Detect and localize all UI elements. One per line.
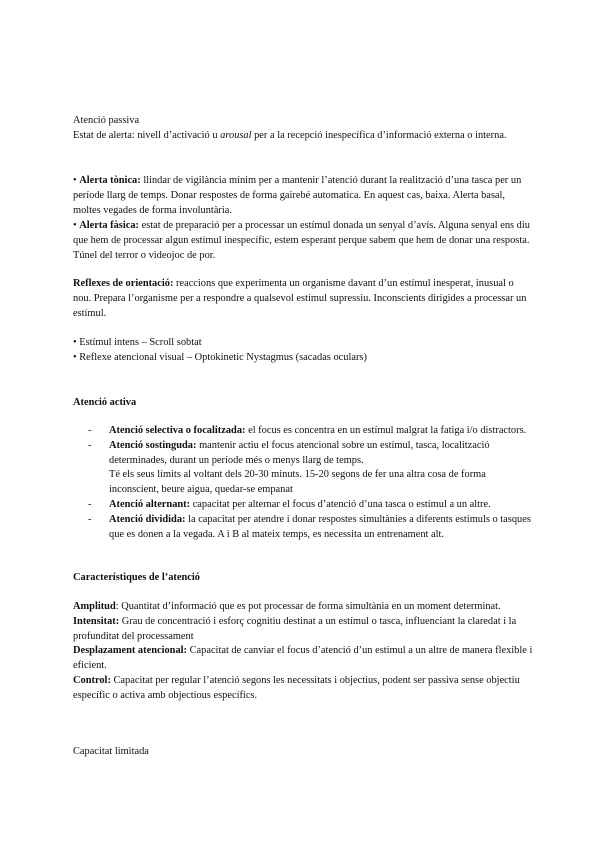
list-item-alternating: - Atenció alternant: capacitat per alternar el focus d’atenció d’una tasca o estímul a un altre. — [88, 498, 491, 510]
list-item-divided: - Atenció dividida: la capacitat per atendre i donar respostes simultànies a diferents estímuls o tasques que es donen a la vegada. A i B al mateix temps, es necessita un entrenament alt. — [88, 513, 531, 540]
characteristics-heading-block — [73, 571, 533, 586]
orientation-reflex-paragraph: Reflexes de orientació: reaccions que experimenta un organisme davant d’un estímul inesperat, inusual o nou. Prepara l’organisme per a respondre a qualsevol estímul supressiu. Inconscients dirigides a processar un estímul. — [73, 278, 527, 319]
list-item-selective: - Atenció selectiva o focalitzada: el focus es concentra en un estímul malgrat la fatiga i/o distractors. — [88, 425, 527, 436]
active-attention-heading-block — [73, 396, 533, 411]
list-item: • Estímul intens – Scroll sobtat — [73, 337, 202, 348]
characteristics-list — [73, 600, 533, 704]
list-item: • Reflexe atencional visual – Optokinetic Nystagmus (sacadas oculars) — [73, 351, 367, 363]
control-paragraph: Control: Capacitat per regular l’atenció segons les necessitats i objectius, podent ser passiva sense objectiu específic o activa amb objectious específics. — [73, 674, 520, 701]
shift-paragraph: Desplazament atencional: Capacitat de canviar el focus d’atenció d’un estímul a un altre de manera flexible i eficient. — [73, 645, 533, 672]
reflex-label: Reflexes de orientació: — [73, 278, 174, 289]
phasic-label: Alerta fàsica: — [79, 220, 139, 231]
active-attention-list — [73, 424, 533, 542]
phasic-alert-paragraph: • Alerta fàsica: estat de preparació per a processar un estímul donada un senyal d’avís. Alguna senyal ens diu que hem de processar algun estímul inespecífic, estem esperant perque sabem que hem de donar una resposta. Túnel del terror o videojoc de por. — [73, 220, 530, 261]
passive-intro: Estat de alerta: nivell d’activació u arousal per a la recepció inespecífica d’informació externa o interna. — [73, 129, 507, 141]
limited-capacity-block — [73, 745, 533, 760]
tonic-label: Alerta tònica: — [79, 175, 141, 186]
amplitude-paragraph: Amplitud: Quantitat d’informació que es pot processar de forma simultània en un moment determinat. — [73, 601, 501, 612]
passive-heading: Atenció passiva — [73, 115, 140, 126]
tonic-alert-paragraph: • Alerta tònica: llindar de vigilància mínim per a mantenir l’atenció durant la realització d’una tasca per un període llarg de temps. Donar respostes de forma gairebé automatica. En aquest cas, baixa. Alerta basal, moltes vegades de forma involuntària. — [73, 175, 522, 216]
limited-heading: Capacitat limitada — [73, 746, 149, 757]
active-heading: Atenció activa — [73, 397, 137, 408]
arousal-term: arousal — [220, 129, 252, 141]
passive-attention-section — [73, 114, 533, 144]
sustained-note: Té els seus límits al voltant dels 20-30 minuts. 15-20 segons de fer una altra cosa de forma inconscient, beure aigua, quedar-se empanat — [109, 469, 486, 496]
reflex-list — [73, 336, 533, 366]
intensity-paragraph: Intensitat: Grau de concentració i esforç cognitiu destinat a un estímul o tasca, influenciant la claredat i la profunditat del processament — [73, 615, 517, 642]
list-item-sustained: - Atenció sostinguda: mantenir actiu el focus atencional sobre un estímul, tasca, localització determinades, durant un període més o menys llarg de temps. — [88, 439, 490, 466]
characteristics-heading: Característiques de l’atenció — [73, 572, 200, 583]
